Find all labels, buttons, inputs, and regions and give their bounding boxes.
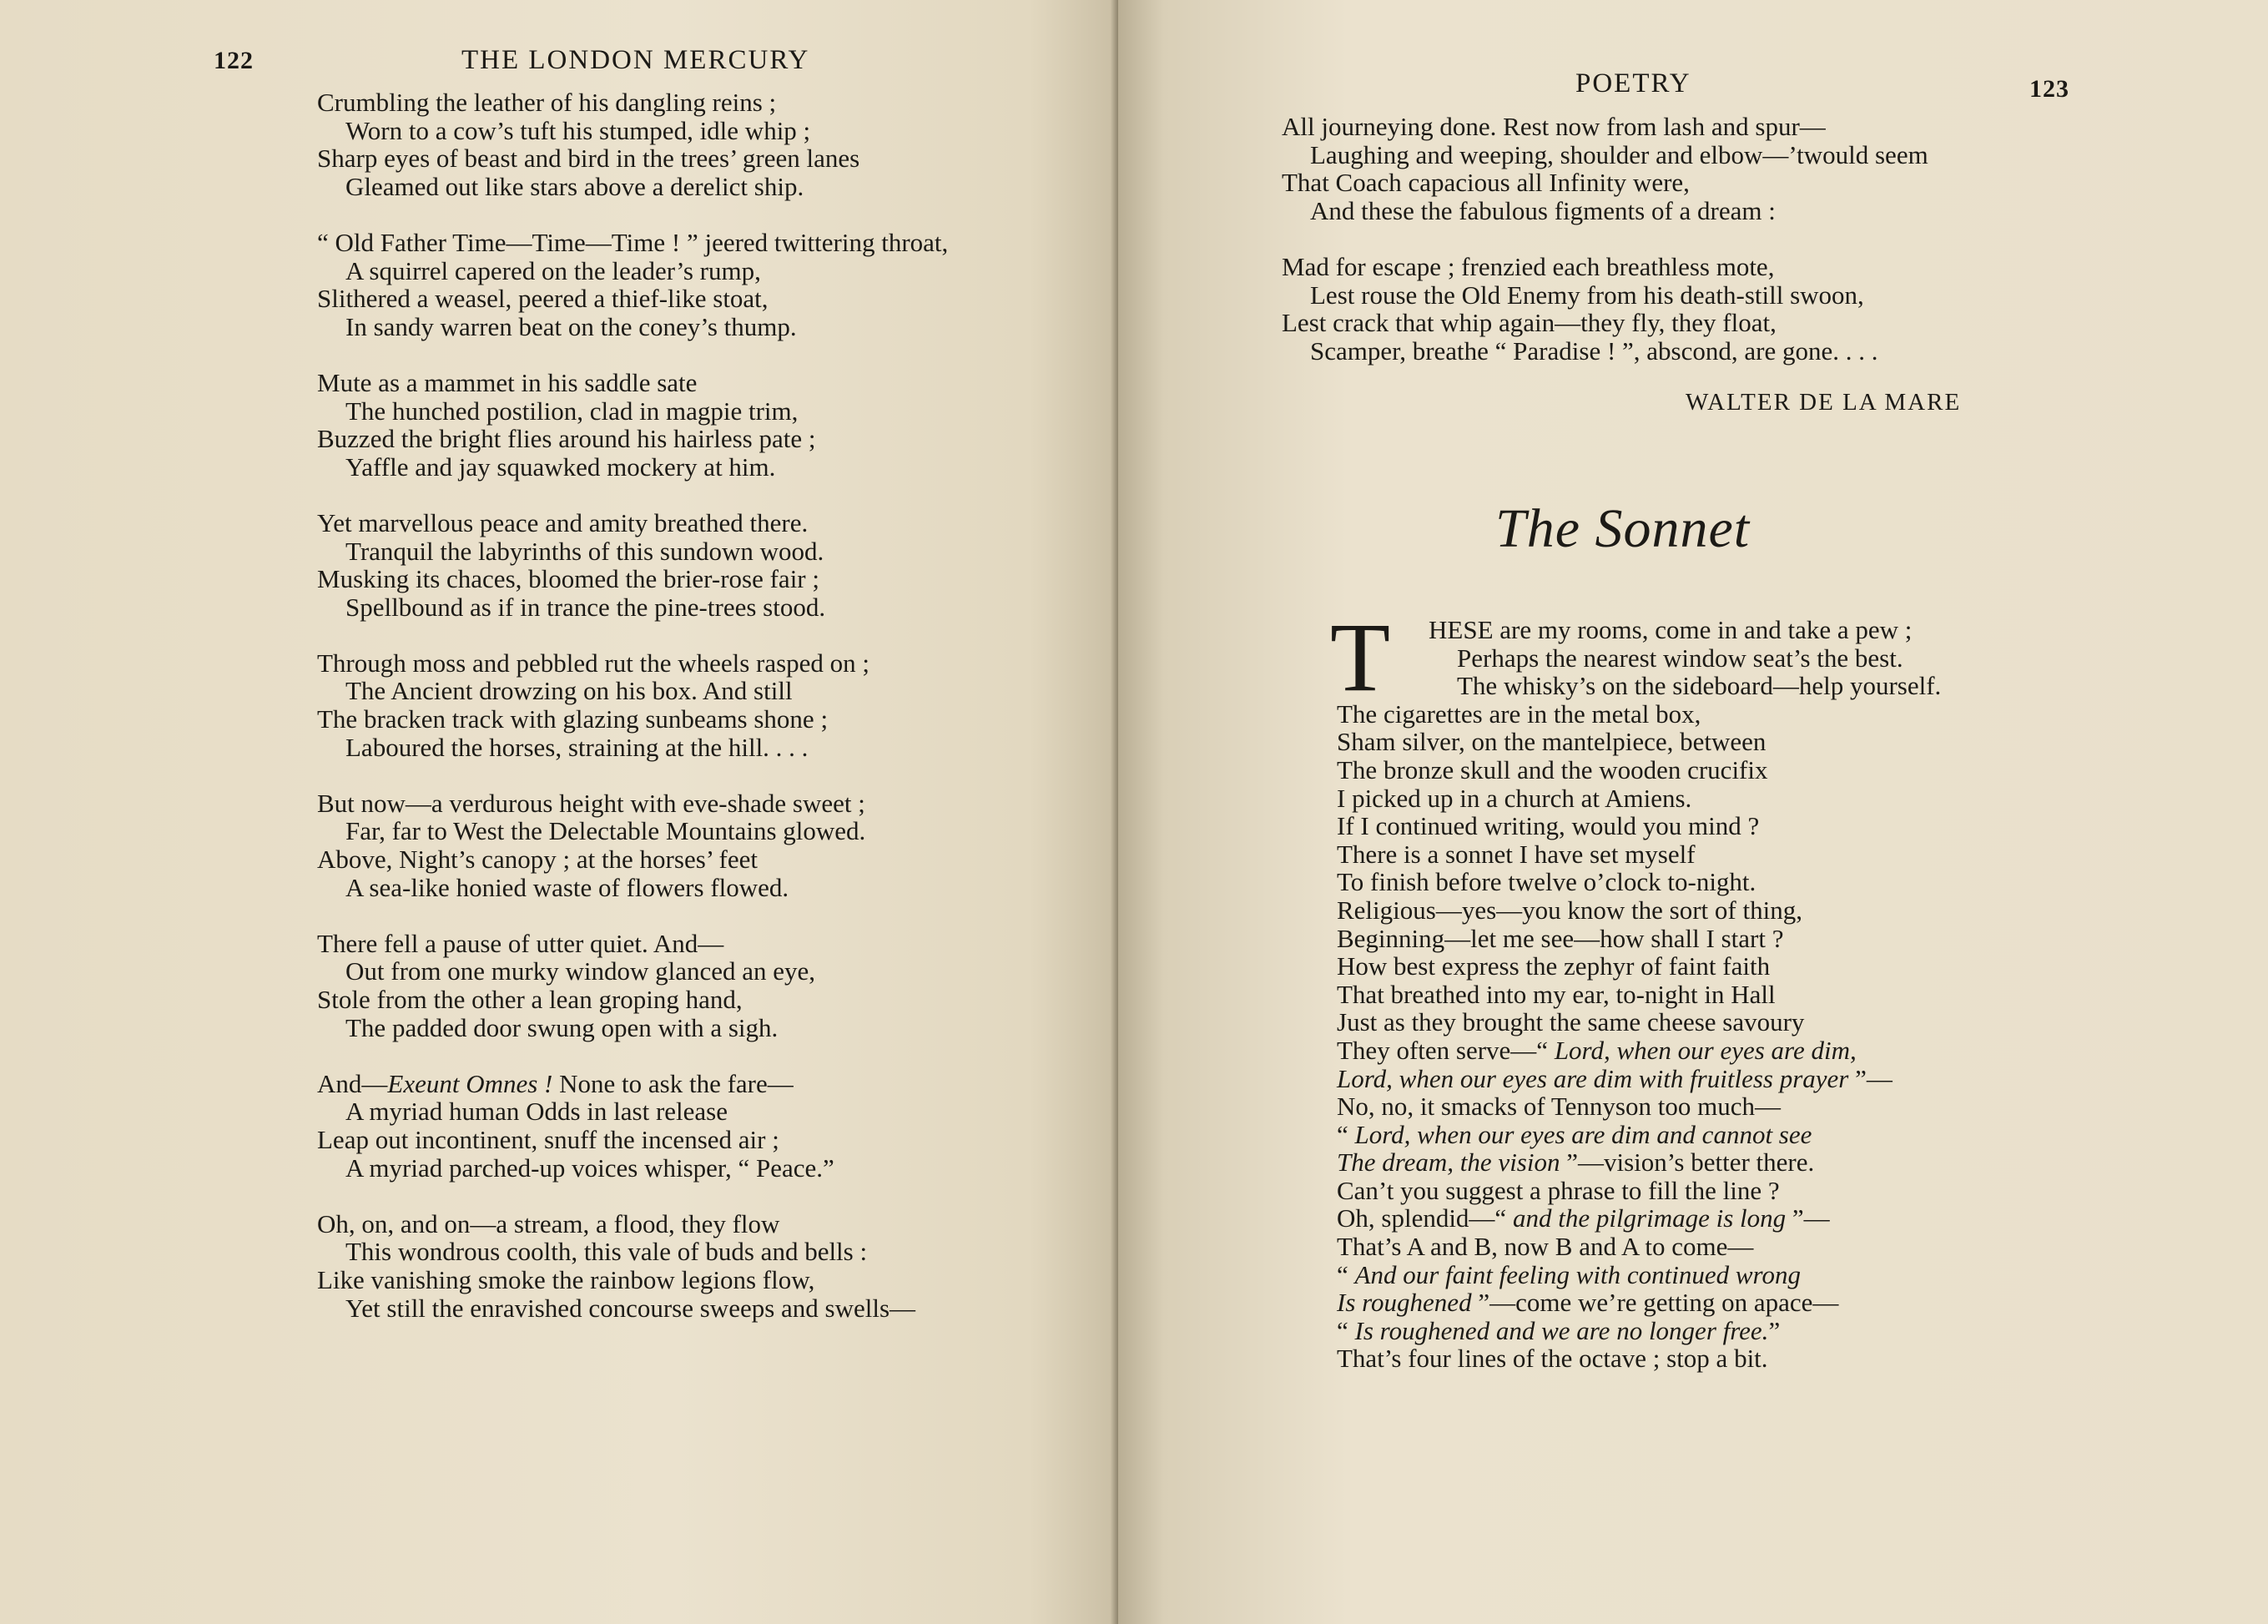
verse-line: That’s four lines of the octave ; stop a bit. bbox=[1337, 1344, 1768, 1374]
verse-line: Worn to a cow’s tuft his stumped, idle whip ; bbox=[345, 115, 811, 145]
verse-line: How best express the zephyr of faint faith bbox=[1337, 951, 1771, 981]
verse-line: Is roughened ”—come we’re getting on apace— bbox=[1337, 1288, 1839, 1318]
verse-line: Yet marvellous peace and amity breathed there. bbox=[317, 507, 809, 537]
verse-line: Can’t you suggest a phrase to fill the line ? bbox=[1337, 1175, 1780, 1205]
verse-line: All journeying done. Rest now from lash and spur— bbox=[1282, 112, 1826, 141]
verse-line: Stole from the other a lean groping hand, bbox=[317, 985, 743, 1014]
verse-line: The padded door swung open with a sigh. bbox=[345, 1012, 779, 1042]
poem-title: The Sonnet bbox=[1495, 498, 1751, 559]
verse-line: Just as they brought the same cheese savoury bbox=[1337, 1007, 1805, 1037]
verse-line: Tranquil the labyrinths of this sundown wood. bbox=[345, 536, 824, 566]
verse-line: Above, Night’s canopy ; at the horses’ feet bbox=[317, 845, 758, 875]
verse-line: That’s A and B, now B and A to come— bbox=[1337, 1232, 1754, 1262]
verse-line: Scamper, breathe “ Paradise ! ”, abscond, are gone. . . . bbox=[1310, 335, 1878, 366]
running-head: THE LONDON MERCURY bbox=[461, 45, 810, 75]
poem-ending bbox=[1282, 113, 1928, 393]
verse-line: Laboured the horses, straining at the hill. . . . bbox=[345, 732, 809, 762]
verse-line: Oh, on, and on—a stream, a flood, they flow bbox=[317, 1208, 780, 1238]
verse-line: The bracken track with glazing sunbeams shone ; bbox=[317, 704, 829, 734]
verse-line: A sea-like honied waste of flowers flowed. bbox=[345, 872, 789, 902]
verse-line: Oh, splendid—“ and the pilgrimage is long ”— bbox=[1337, 1203, 1830, 1233]
verse-line: The dream, the vision ”—vision’s better there. bbox=[1337, 1147, 1815, 1178]
stanza bbox=[317, 509, 948, 621]
page-number: 122 bbox=[214, 47, 254, 74]
verse-line: This wondrous coolth, this vale of buds and bells : bbox=[345, 1237, 868, 1267]
verse-line: A myriad parched-up voices whisper, “ Peace.” bbox=[345, 1152, 834, 1183]
page-number: 123 bbox=[2029, 75, 2069, 103]
verse-line: Yaffle and jay squawked mockery at him. bbox=[345, 451, 776, 482]
verse-line: The Ancient drowzing on his box. And still bbox=[345, 676, 793, 706]
stanza bbox=[1282, 253, 1928, 365]
stanza bbox=[317, 229, 948, 340]
verse-line: The hunched postilion, clad in magpie trim, bbox=[345, 396, 799, 426]
verse-line: “ Is roughened and we are no longer free.” bbox=[1337, 1315, 1781, 1345]
sonnet-body bbox=[1330, 603, 1942, 1374]
verse-line: Musking its chaces, bloomed the brier-rose fair ; bbox=[317, 564, 819, 594]
verse-line: Gleamed out like stars above a derelict ship. bbox=[345, 171, 804, 201]
running-head: POETRY bbox=[1575, 68, 1691, 98]
verse-line: Far, far to West the Delectable Mountains glowed. bbox=[345, 816, 866, 846]
verse-line: No, no, it smacks of Tennyson too much— bbox=[1337, 1092, 1781, 1122]
verse-line: That breathed into my ear, to-night in Hall bbox=[1337, 979, 1776, 1009]
author-signature: WALTER DE LA MARE bbox=[1686, 389, 1962, 416]
verse-line: But now—a verdurous height with eve-shade sweet ; bbox=[317, 788, 865, 818]
verse-line: Beginning—let me see—how shall I start ? bbox=[1337, 923, 1784, 953]
verse-line: And these the fabulous figments of a dream : bbox=[1310, 195, 1776, 225]
left-page bbox=[0, 0, 1118, 1624]
verse-line: HESE are my rooms, come in and take a pew ; bbox=[1429, 615, 1913, 644]
verse-line: “ Old Father Time—Time—Time ! ” jeered twittering throat, bbox=[317, 227, 949, 257]
verse-line: That Coach capacious all Infinity were, bbox=[1282, 168, 1690, 198]
verse-line: Sharp eyes of beast and bird in the trees’ green lanes bbox=[317, 144, 860, 174]
verse-line: If I continued writing, would you mind ? bbox=[1337, 811, 1760, 841]
verse-line: Perhaps the nearest window seat’s the best. bbox=[1457, 643, 1903, 673]
verse-line: Sham silver, on the mantelpiece, between bbox=[1337, 727, 1767, 757]
stanza bbox=[317, 369, 948, 481]
verse-line: They often serve—“ Lord, when our eyes are dim, bbox=[1337, 1035, 1857, 1065]
verse-line: Leap out incontinent, snuff the incensed air ; bbox=[317, 1124, 779, 1154]
verse-line: A myriad human Odds in last release bbox=[345, 1097, 728, 1127]
verse-line: Out from one murky window glanced an eye, bbox=[345, 956, 816, 986]
verse-line: To finish before twelve o’clock to-night. bbox=[1337, 867, 1756, 897]
right-page bbox=[1118, 0, 2268, 1624]
verse-line: Religious—yes—you know the sort of thing, bbox=[1337, 895, 1802, 925]
verse-line: Like vanishing smoke the rainbow legions flow, bbox=[317, 1264, 815, 1294]
stanza bbox=[317, 789, 948, 901]
verse-line: Slithered a weasel, peered a thief-like stoat, bbox=[317, 284, 769, 314]
drop-cap-lines bbox=[1337, 616, 1941, 700]
verse-line: “ Lord, when our eyes are dim and cannot see bbox=[1337, 1119, 1812, 1149]
stanza bbox=[317, 1070, 948, 1182]
drop-cap: T bbox=[1330, 603, 1391, 712]
stanza bbox=[317, 930, 948, 1041]
verse-line: “ And our faint feeling with continued wrong bbox=[1337, 1259, 1801, 1289]
verse-line: Crumbling the leather of his dangling reins ; bbox=[317, 88, 777, 117]
verse-line: Yet still the enravished concourse sweeps and swells— bbox=[345, 1293, 916, 1323]
verse-line: In sandy warren beat on the coney’s thump. bbox=[345, 311, 797, 341]
verse-line: Through moss and pebbled rut the wheels rasped on ; bbox=[317, 648, 870, 678]
verse-line: There is a sonnet I have set myself bbox=[1337, 839, 1696, 869]
verse-line: A squirrel capered on the leader’s rump, bbox=[345, 255, 761, 285]
verse-line: Buzzed the bright flies around his hairless pate ; bbox=[317, 424, 816, 454]
verse-line: The whisky’s on the sideboard—help yourself. bbox=[1457, 671, 1942, 701]
verse-line: Lest crack that whip again—they fly, they float, bbox=[1282, 308, 1777, 338]
verse-line: Mute as a mammet in his saddle sate bbox=[317, 367, 698, 397]
stanza bbox=[317, 649, 948, 761]
verse-line: Laughing and weeping, shoulder and elbow—’twould seem bbox=[1310, 139, 1928, 169]
poem-continuation bbox=[317, 88, 948, 1350]
verse-line: Mad for escape ; frenzied each breathless mote, bbox=[1282, 251, 1775, 281]
stanza bbox=[317, 1210, 948, 1322]
verse-line: There fell a pause of utter quiet. And— bbox=[317, 928, 724, 958]
verse-line: Lest rouse the Old Enemy from his death-still swoon, bbox=[1310, 280, 1864, 310]
verse-line: Lord, when our eyes are dim with fruitless prayer ”— bbox=[1337, 1063, 1893, 1093]
stanza bbox=[1282, 113, 1928, 224]
verse-line: And—Exeunt Omnes ! None to ask the fare— bbox=[317, 1068, 794, 1098]
verse-line: The cigarettes are in the metal box, bbox=[1337, 699, 1701, 729]
verse-line: The bronze skull and the wooden crucifix bbox=[1337, 754, 1768, 784]
verse-line: Spellbound as if in trance the pine-trees stood. bbox=[345, 592, 826, 622]
stanza bbox=[317, 88, 948, 200]
verse-line: I picked up in a church at Amiens. bbox=[1337, 783, 1692, 813]
